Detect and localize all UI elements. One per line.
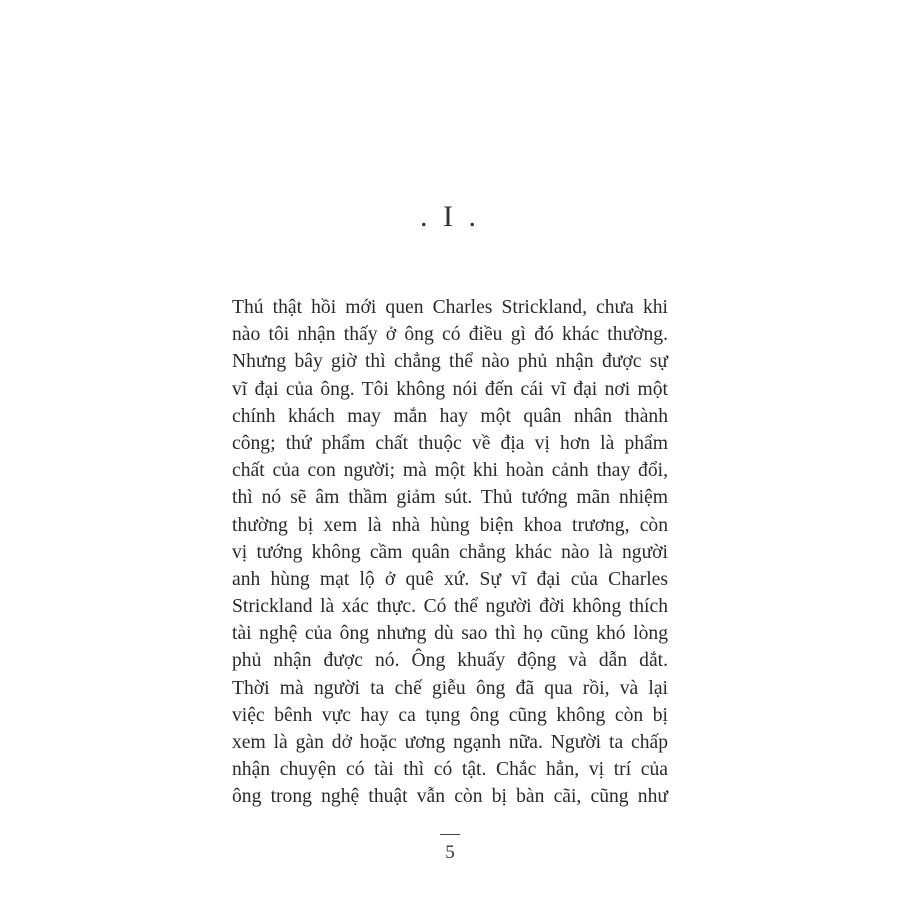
text-line: ông trong nghệ thuật vẫn còn bị bàn cãi, cũng như: [232, 786, 668, 808]
text-line: Thú thật hồi mới quen Charles Strickland, chưa khi: [232, 297, 668, 318]
text-line: phủ nhận được nó. Ông khuấy động và dẫn dắt.: [232, 650, 668, 672]
text-line: nhận chuyện có tài thì có tật. Chắc hẳn, vị trí của: [232, 759, 668, 781]
text-line: Strickland là xác thực. Có thể người đời không thích: [232, 596, 668, 618]
text-line: thì nó sẽ âm thầm giảm sút. Thủ tướng mãn nhiệm: [232, 487, 668, 509]
text-line: chính khách may mắn hay một quân nhân thành: [232, 405, 668, 427]
body-text: [232, 294, 668, 811]
text-line: anh hùng mạt lộ ở quê xứ. Sự vĩ đại của Charles: [232, 568, 668, 590]
text-line: Thời mà người ta chế giễu ông đã qua rồi, và lại: [232, 677, 668, 699]
text-line: nào tôi nhận thấy ở ông có điều gì đó khác thường.: [232, 324, 668, 346]
text-line: vị tướng không cầm quân chẳng khác nào là người: [232, 541, 668, 563]
text-line: Nhưng bây giờ thì chẳng thể nào phủ nhận được sự: [232, 351, 668, 373]
text-line: vĩ đại của ông. Tôi không nói đến cái vĩ đại nơi một: [232, 378, 668, 400]
text-line: tài nghệ của ông nhưng dù sao thì họ cũng khó lòng: [232, 623, 668, 645]
text-line: việc bênh vực hay ca tụng ông cũng không còn bị: [232, 704, 668, 726]
text-line: công; thứ phẩm chất thuộc về địa vị hơn là phẩm: [232, 432, 668, 454]
text-line: thường bị xem là nhà hùng biện khoa trương, còn: [232, 514, 668, 536]
text-line: xem là gàn dở hoặc ương ngạnh nữa. Người ta chấp: [232, 732, 668, 753]
page-number: 5: [445, 842, 455, 863]
text-line: chất của con người; mà một khi hoàn cảnh thay đổi,: [232, 460, 668, 482]
chapter-heading: . I .: [420, 200, 480, 233]
footer-divider: [440, 834, 460, 835]
